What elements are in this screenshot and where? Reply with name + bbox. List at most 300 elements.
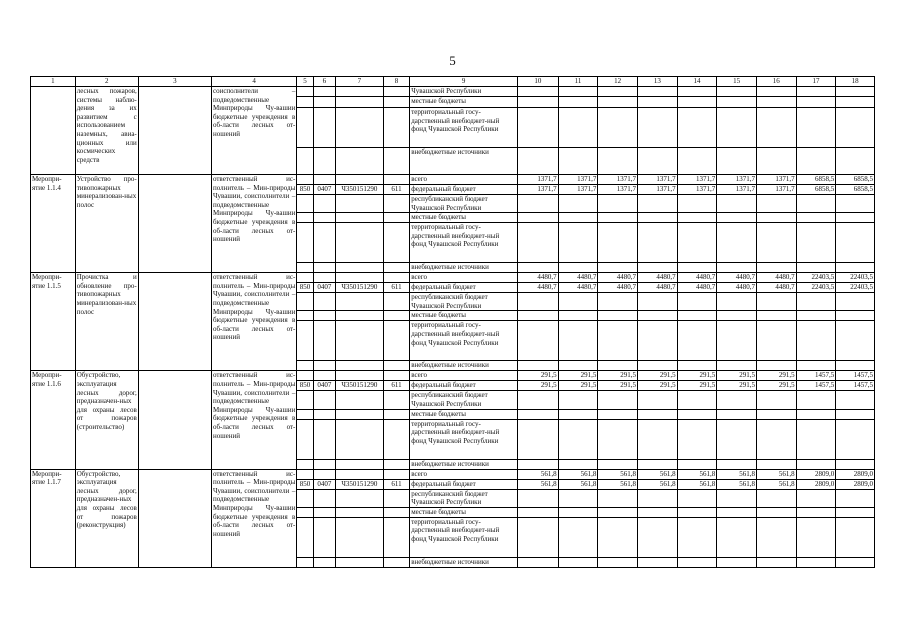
value-cell: 291,5 bbox=[717, 371, 757, 381]
value-cell: 1371,7 bbox=[756, 185, 796, 195]
value-cell: 1371,7 bbox=[677, 175, 717, 185]
value-cell bbox=[677, 148, 717, 175]
value-cell: 1371,7 bbox=[598, 175, 638, 185]
col3-cell bbox=[138, 87, 211, 175]
code-cell bbox=[297, 371, 313, 381]
executor-cell: ответственный ис-полнитель – Мин-природы Чувашии, соисполнители – подведомственные Минприроды Чу-вашии бюджетные учреждения в об-ласти лесных от-ношений bbox=[211, 371, 296, 469]
value-cell: 291,5 bbox=[677, 381, 717, 391]
value-cell bbox=[796, 361, 836, 371]
value-cell bbox=[518, 223, 559, 263]
code-cell bbox=[383, 469, 409, 479]
value-cell bbox=[717, 507, 757, 517]
header-col: 4 bbox=[211, 77, 296, 87]
value-cell bbox=[598, 391, 638, 409]
value-cell: 1371,7 bbox=[637, 175, 677, 185]
value-cell bbox=[677, 195, 717, 213]
code-cell bbox=[313, 97, 335, 108]
source-cell: внебюджетные источники bbox=[410, 263, 518, 273]
source-cell: федеральный бюджет bbox=[410, 479, 518, 489]
value-cell bbox=[756, 489, 796, 507]
code-cell bbox=[336, 469, 384, 479]
value-cell: 561,8 bbox=[558, 479, 598, 489]
value-cell bbox=[717, 489, 757, 507]
value-cell: 4480,7 bbox=[717, 283, 757, 293]
value-cell: 561,8 bbox=[677, 479, 717, 489]
source-cell: всего bbox=[410, 371, 518, 381]
value-cell bbox=[558, 108, 598, 148]
value-cell bbox=[637, 391, 677, 409]
header-col: 8 bbox=[383, 77, 409, 87]
code-cell bbox=[383, 507, 409, 517]
code-cell bbox=[297, 223, 313, 263]
value-cell bbox=[598, 195, 638, 213]
value-cell bbox=[717, 391, 757, 409]
value-cell bbox=[796, 311, 836, 321]
value-cell bbox=[637, 148, 677, 175]
source-cell: федеральный бюджет bbox=[410, 185, 518, 195]
value-cell bbox=[598, 263, 638, 273]
code-cell bbox=[336, 517, 384, 557]
value-cell: 4480,7 bbox=[677, 283, 717, 293]
value-cell bbox=[677, 213, 717, 223]
code-cell bbox=[383, 87, 409, 97]
header-col: 15 bbox=[717, 77, 757, 87]
value-cell: 291,5 bbox=[558, 371, 598, 381]
code-cell: 611 bbox=[383, 283, 409, 293]
value-cell bbox=[598, 213, 638, 223]
code-cell bbox=[336, 489, 384, 507]
value-cell bbox=[598, 557, 638, 567]
header-row bbox=[31, 77, 875, 87]
code-cell bbox=[297, 311, 313, 321]
code-cell bbox=[383, 148, 409, 175]
value-cell bbox=[796, 108, 836, 148]
value-cell: 1457,5 bbox=[836, 381, 875, 391]
activity-title-cell: лесных пожаров, системы наблю-дения за их развитием с использованием наземных, авиа-ционных или космических средств bbox=[75, 87, 138, 175]
value-cell bbox=[796, 507, 836, 517]
value-cell bbox=[637, 507, 677, 517]
code-cell bbox=[383, 557, 409, 567]
value-cell bbox=[598, 517, 638, 557]
code-cell bbox=[383, 311, 409, 321]
value-cell bbox=[677, 108, 717, 148]
code-cell bbox=[336, 419, 384, 459]
value-cell bbox=[756, 263, 796, 273]
source-cell: внебюджетные источники bbox=[410, 361, 518, 371]
code-cell bbox=[313, 409, 335, 419]
value-cell: 291,5 bbox=[598, 381, 638, 391]
value-cell bbox=[756, 517, 796, 557]
value-cell bbox=[637, 223, 677, 263]
value-cell: 291,5 bbox=[598, 371, 638, 381]
value-cell: 291,5 bbox=[637, 371, 677, 381]
value-cell bbox=[598, 409, 638, 419]
value-cell: 4480,7 bbox=[756, 273, 796, 283]
value-cell: 291,5 bbox=[717, 381, 757, 391]
value-cell bbox=[518, 97, 559, 108]
value-cell bbox=[756, 148, 796, 175]
code-cell bbox=[297, 213, 313, 223]
executor-cell: ответственный ис-полнитель – Мин-природы Чувашии, соисполнители – подведомственные Минприроды Чу-вашии бюджетные учреждения в об-ласти лесных от-ношений bbox=[211, 273, 296, 371]
value-cell: 4480,7 bbox=[598, 283, 638, 293]
value-cell bbox=[558, 361, 598, 371]
source-cell: территориальный госу-дарственный внебюджет-ный фонд Чувашской Республики bbox=[410, 108, 518, 148]
header-col: 18 bbox=[836, 77, 875, 87]
value-cell bbox=[637, 311, 677, 321]
value-cell bbox=[796, 263, 836, 273]
value-cell bbox=[717, 557, 757, 567]
code-cell bbox=[383, 213, 409, 223]
code-cell bbox=[336, 391, 384, 409]
value-cell bbox=[836, 459, 875, 469]
code-cell bbox=[313, 293, 335, 311]
value-cell bbox=[836, 108, 875, 148]
source-cell: всего bbox=[410, 469, 518, 479]
code-cell bbox=[297, 175, 313, 185]
value-cell: 4480,7 bbox=[558, 283, 598, 293]
header-col: 5 bbox=[297, 77, 313, 87]
code-cell bbox=[297, 517, 313, 557]
value-cell: 22403,5 bbox=[836, 273, 875, 283]
code-cell bbox=[336, 361, 384, 371]
code-cell bbox=[297, 293, 313, 311]
value-cell bbox=[558, 321, 598, 361]
source-cell: внебюджетные источники bbox=[410, 459, 518, 469]
value-cell bbox=[836, 409, 875, 419]
code-cell bbox=[313, 321, 335, 361]
code-cell bbox=[383, 489, 409, 507]
table-row bbox=[31, 469, 875, 479]
source-cell: республиканский бюджет Чувашской Республики bbox=[410, 489, 518, 507]
col3-cell bbox=[138, 175, 211, 273]
code-cell bbox=[297, 87, 313, 97]
value-cell bbox=[796, 391, 836, 409]
value-cell bbox=[836, 293, 875, 311]
value-cell bbox=[637, 293, 677, 311]
source-cell: федеральный бюджет bbox=[410, 283, 518, 293]
code-cell bbox=[297, 148, 313, 175]
source-cell: местные бюджеты bbox=[410, 213, 518, 223]
code-cell bbox=[297, 459, 313, 469]
code-cell: 611 bbox=[383, 185, 409, 195]
value-cell: 1371,7 bbox=[756, 175, 796, 185]
value-cell bbox=[836, 87, 875, 97]
value-cell bbox=[637, 361, 677, 371]
code-cell bbox=[313, 391, 335, 409]
value-cell bbox=[637, 557, 677, 567]
value-cell bbox=[558, 391, 598, 409]
value-cell: 561,8 bbox=[637, 469, 677, 479]
value-cell bbox=[836, 391, 875, 409]
code-cell bbox=[313, 469, 335, 479]
value-cell bbox=[558, 517, 598, 557]
value-cell bbox=[598, 87, 638, 97]
value-cell bbox=[756, 361, 796, 371]
value-cell bbox=[598, 108, 638, 148]
value-cell bbox=[518, 213, 559, 223]
value-cell: 22403,5 bbox=[796, 283, 836, 293]
value-cell bbox=[717, 195, 757, 213]
value-cell: 4480,7 bbox=[717, 273, 757, 283]
code-cell bbox=[313, 87, 335, 97]
value-cell: 2809,0 bbox=[796, 479, 836, 489]
value-cell: 1371,7 bbox=[637, 185, 677, 195]
code-cell bbox=[383, 517, 409, 557]
value-cell: 561,8 bbox=[518, 469, 559, 479]
code-cell bbox=[383, 391, 409, 409]
code-cell bbox=[383, 321, 409, 361]
value-cell bbox=[637, 419, 677, 459]
code-cell bbox=[313, 148, 335, 175]
source-cell: федеральный бюджет bbox=[410, 381, 518, 391]
source-cell: республиканский бюджет Чувашской Республики bbox=[410, 391, 518, 409]
header-col: 7 bbox=[336, 77, 384, 87]
page-number: 5 bbox=[449, 53, 456, 68]
code-cell: Ч350151290 bbox=[336, 283, 384, 293]
value-cell: 561,8 bbox=[756, 479, 796, 489]
code-cell bbox=[313, 213, 335, 223]
value-cell: 561,8 bbox=[518, 479, 559, 489]
code-cell bbox=[383, 293, 409, 311]
source-cell: территориальный госу-дарственный внебюджет-ный фонд Чувашской Республики bbox=[410, 223, 518, 263]
value-cell: 561,8 bbox=[598, 479, 638, 489]
code-cell bbox=[297, 108, 313, 148]
header-col: 6 bbox=[313, 77, 335, 87]
value-cell bbox=[637, 489, 677, 507]
code-cell bbox=[336, 459, 384, 469]
code-cell: 611 bbox=[383, 479, 409, 489]
code-cell bbox=[313, 557, 335, 567]
value-cell bbox=[717, 361, 757, 371]
code-cell bbox=[297, 507, 313, 517]
value-cell bbox=[796, 87, 836, 97]
source-cell: местные бюджеты bbox=[410, 97, 518, 108]
value-cell: 6858,5 bbox=[796, 185, 836, 195]
activity-title-cell: Обустройство, эксплуатация лесных дорог, предназначен-ных для охраны лесов от пожаров (строительство) bbox=[75, 371, 138, 469]
col3-cell bbox=[138, 371, 211, 469]
value-cell: 1371,7 bbox=[518, 185, 559, 195]
value-cell bbox=[717, 409, 757, 419]
code-cell bbox=[297, 361, 313, 371]
code-cell bbox=[383, 175, 409, 185]
source-cell: всего bbox=[410, 175, 518, 185]
value-cell: 6858,5 bbox=[836, 175, 875, 185]
value-cell: 4480,7 bbox=[637, 273, 677, 283]
value-cell bbox=[836, 311, 875, 321]
value-cell: 1371,7 bbox=[717, 175, 757, 185]
value-cell: 4480,7 bbox=[756, 283, 796, 293]
value-cell: 4480,7 bbox=[558, 273, 598, 283]
col3-cell bbox=[138, 469, 211, 567]
value-cell: 2809,0 bbox=[836, 469, 875, 479]
code-cell bbox=[297, 489, 313, 507]
header-col: 16 bbox=[756, 77, 796, 87]
code-cell bbox=[383, 223, 409, 263]
value-cell: 1371,7 bbox=[717, 185, 757, 195]
value-cell bbox=[637, 517, 677, 557]
value-cell bbox=[677, 361, 717, 371]
value-cell: 2809,0 bbox=[836, 479, 875, 489]
code-cell bbox=[297, 469, 313, 479]
code-cell: 850 bbox=[297, 283, 313, 293]
header-col: 3 bbox=[138, 77, 211, 87]
value-cell: 6858,5 bbox=[796, 175, 836, 185]
value-cell bbox=[518, 263, 559, 273]
value-cell bbox=[836, 557, 875, 567]
value-cell bbox=[836, 507, 875, 517]
value-cell bbox=[796, 459, 836, 469]
value-cell: 561,8 bbox=[677, 469, 717, 479]
value-cell bbox=[518, 195, 559, 213]
value-cell bbox=[598, 459, 638, 469]
code-cell bbox=[313, 489, 335, 507]
value-cell bbox=[558, 213, 598, 223]
code-cell bbox=[383, 97, 409, 108]
value-cell bbox=[756, 391, 796, 409]
value-cell bbox=[836, 213, 875, 223]
value-cell: 291,5 bbox=[756, 371, 796, 381]
value-cell bbox=[836, 321, 875, 361]
source-cell: местные бюджеты bbox=[410, 507, 518, 517]
header-col: 12 bbox=[598, 77, 638, 87]
code-cell: 850 bbox=[297, 185, 313, 195]
code-cell bbox=[297, 391, 313, 409]
code-cell bbox=[383, 409, 409, 419]
value-cell bbox=[558, 507, 598, 517]
source-cell: внебюджетные источники bbox=[410, 557, 518, 567]
value-cell bbox=[558, 557, 598, 567]
value-cell: 291,5 bbox=[518, 371, 559, 381]
value-cell bbox=[756, 419, 796, 459]
value-cell: 561,8 bbox=[558, 469, 598, 479]
activity-id-cell: Меропри-ятие 1.1.5 bbox=[31, 273, 76, 371]
code-cell bbox=[336, 148, 384, 175]
source-cell: местные бюджеты bbox=[410, 311, 518, 321]
source-cell: территориальный госу-дарственный внебюджет-ный фонд Чувашской Республики bbox=[410, 419, 518, 459]
table-row bbox=[31, 273, 875, 283]
value-cell bbox=[558, 459, 598, 469]
value-cell: 22403,5 bbox=[836, 283, 875, 293]
value-cell bbox=[836, 361, 875, 371]
value-cell: 1371,7 bbox=[598, 185, 638, 195]
value-cell bbox=[756, 293, 796, 311]
value-cell bbox=[717, 517, 757, 557]
value-cell bbox=[717, 293, 757, 311]
value-cell bbox=[796, 148, 836, 175]
value-cell bbox=[756, 223, 796, 263]
value-cell bbox=[796, 409, 836, 419]
value-cell bbox=[717, 459, 757, 469]
value-cell bbox=[518, 459, 559, 469]
table-row bbox=[31, 371, 875, 381]
value-cell: 561,8 bbox=[717, 469, 757, 479]
value-cell bbox=[717, 213, 757, 223]
code-cell bbox=[297, 419, 313, 459]
col3-cell bbox=[138, 273, 211, 371]
value-cell: 1457,5 bbox=[796, 381, 836, 391]
value-cell bbox=[796, 419, 836, 459]
value-cell bbox=[598, 148, 638, 175]
activity-title-cell: Прочистка и обновление про-тивопожарных минерализован-ных полос bbox=[75, 273, 138, 371]
value-cell bbox=[518, 489, 559, 507]
value-cell bbox=[598, 293, 638, 311]
code-cell: Ч350151290 bbox=[336, 185, 384, 195]
code-cell bbox=[313, 273, 335, 283]
value-cell: 1457,5 bbox=[836, 371, 875, 381]
value-cell bbox=[637, 459, 677, 469]
code-cell bbox=[313, 175, 335, 185]
value-cell bbox=[558, 87, 598, 97]
value-cell bbox=[717, 87, 757, 97]
value-cell: 1371,7 bbox=[558, 175, 598, 185]
value-cell bbox=[796, 223, 836, 263]
source-cell: внебюджетные источники bbox=[410, 148, 518, 175]
code-cell bbox=[336, 409, 384, 419]
value-cell bbox=[677, 409, 717, 419]
code-cell bbox=[336, 87, 384, 97]
value-cell bbox=[518, 391, 559, 409]
code-cell bbox=[336, 321, 384, 361]
activity-id-cell: Меропри-ятие 1.1.7 bbox=[31, 469, 76, 567]
code-cell: Ч350151290 bbox=[336, 479, 384, 489]
value-cell bbox=[796, 321, 836, 361]
value-cell bbox=[637, 87, 677, 97]
value-cell bbox=[677, 557, 717, 567]
code-cell bbox=[336, 557, 384, 567]
value-cell: 4480,7 bbox=[518, 283, 559, 293]
value-cell: 561,8 bbox=[637, 479, 677, 489]
value-cell bbox=[756, 108, 796, 148]
value-cell bbox=[558, 419, 598, 459]
code-cell bbox=[313, 419, 335, 459]
value-cell bbox=[836, 148, 875, 175]
code-cell bbox=[383, 195, 409, 213]
code-cell bbox=[313, 195, 335, 213]
source-cell: всего bbox=[410, 273, 518, 283]
code-cell: 850 bbox=[297, 381, 313, 391]
value-cell bbox=[558, 97, 598, 108]
value-cell bbox=[677, 321, 717, 361]
code-cell bbox=[336, 213, 384, 223]
code-cell bbox=[297, 97, 313, 108]
value-cell: 291,5 bbox=[677, 371, 717, 381]
header-col: 13 bbox=[637, 77, 677, 87]
activity-id-cell: Меропри-ятие 1.1.6 bbox=[31, 371, 76, 469]
value-cell bbox=[836, 517, 875, 557]
code-cell bbox=[313, 361, 335, 371]
code-cell: 0407 bbox=[313, 381, 335, 391]
value-cell: 4480,7 bbox=[677, 273, 717, 283]
header-col: 11 bbox=[558, 77, 598, 87]
value-cell bbox=[677, 223, 717, 263]
value-cell bbox=[756, 321, 796, 361]
value-cell: 291,5 bbox=[518, 381, 559, 391]
value-cell bbox=[598, 223, 638, 263]
budget-table bbox=[30, 76, 875, 568]
code-cell bbox=[297, 557, 313, 567]
value-cell bbox=[756, 195, 796, 213]
source-cell: территориальный госу-дарственный внебюджет-ный фонд Чувашской Республики bbox=[410, 321, 518, 361]
value-cell bbox=[677, 517, 717, 557]
value-cell bbox=[796, 195, 836, 213]
code-cell bbox=[313, 371, 335, 381]
value-cell bbox=[717, 108, 757, 148]
code-cell bbox=[313, 223, 335, 263]
value-cell bbox=[558, 223, 598, 263]
code-cell bbox=[383, 419, 409, 459]
value-cell bbox=[637, 263, 677, 273]
value-cell bbox=[836, 223, 875, 263]
